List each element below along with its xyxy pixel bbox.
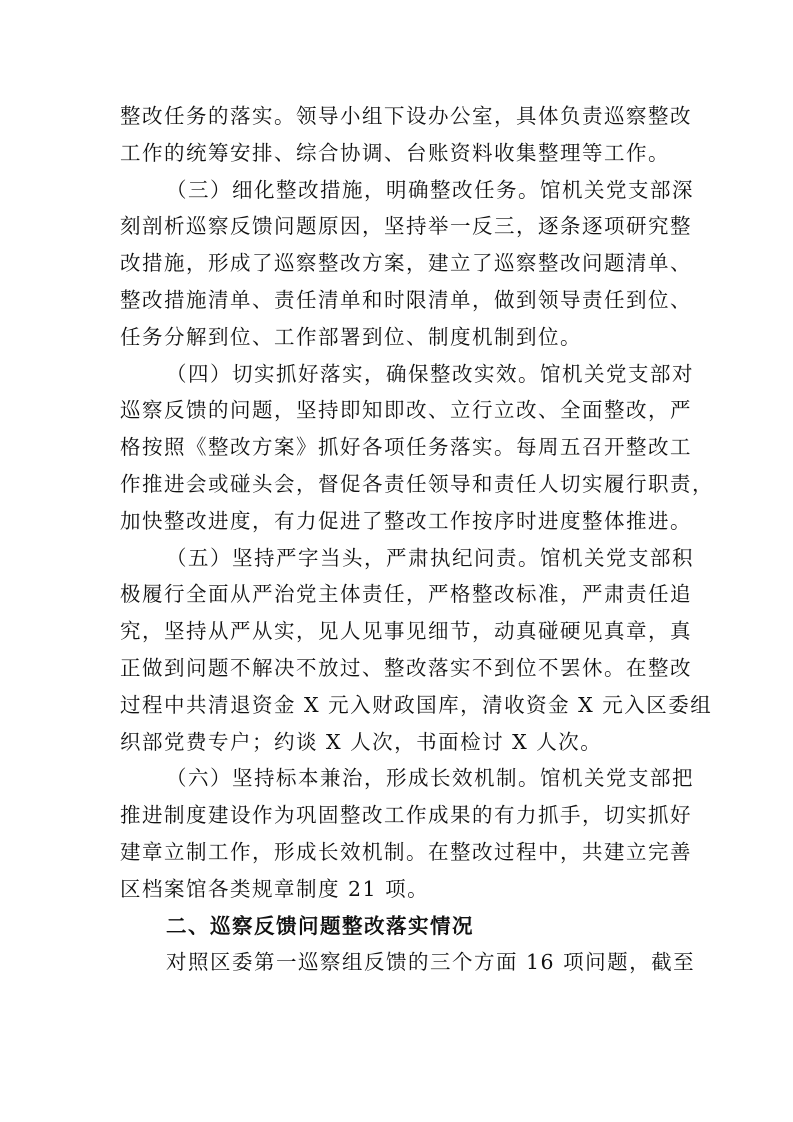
body-line: 作推进会或碰头会，督促各责任领导和责任人切实履行职责， bbox=[120, 471, 714, 496]
body-line: 整改措施清单、责任清单和时限清单，做到领导责任到位、 bbox=[120, 287, 692, 312]
body-line: 对照区委第一巡察组反馈的三个方面 16 项问题，截至 bbox=[166, 950, 696, 975]
body-line: 巡察反馈的问题，坚持即知即改、立行立改、全面整改，严 bbox=[120, 398, 692, 423]
body-line: 刻剖析巡察反馈问题原因，坚持举一反三，逐条逐项研究整 bbox=[120, 214, 692, 239]
body-line: 工作的统筹安排、综合协调、台账资料收集整理等工作。 bbox=[120, 140, 670, 165]
section-six-first-line: （六）坚持标本兼治，形成长效机制。馆机关党支部把 bbox=[166, 766, 694, 791]
section-three-first-line: （三）细化整改措施，明确整改任务。馆机关党支部深 bbox=[166, 177, 694, 202]
body-line: 建章立制工作，形成长效机制。在整改过程中，共建立完善 bbox=[120, 839, 692, 864]
body-line: 织部党费专户；约谈 X 人次，书面检讨 X 人次。 bbox=[120, 729, 603, 754]
body-line: 正做到问题不解决不放过、整改落实不到位不罢休。在整改 bbox=[120, 655, 692, 680]
body-line: 过程中共清退资金 X 元入财政国库，清收资金 X 元入区委组 bbox=[120, 692, 713, 717]
section-four-first-line: （四）切实抓好落实，确保整改实效。馆机关党支部对 bbox=[166, 361, 694, 386]
body-line: 整改任务的落实。领导小组下设办公室，具体负责巡察整改 bbox=[120, 104, 692, 128]
document-body bbox=[120, 98, 714, 981]
body-line: 格按照《整改方案》抓好各项任务落实。每周五召开整改工 bbox=[120, 435, 692, 460]
body-line: 极履行全面从严治党主体责任，严格整改标准，严肃责任追 bbox=[120, 582, 692, 607]
body-line: 加快整改进度，有力促进了整改工作按序时进度整体推进。 bbox=[120, 508, 692, 533]
body-line: 推进制度建设作为巩固整改工作成果的有力抓手，切实抓好 bbox=[120, 803, 692, 828]
section-heading: 二、巡察反馈问题整改落实情况 bbox=[166, 913, 474, 938]
body-line: 究，坚持从严从实，见人见事见细节，动真碰硬见真章，真 bbox=[120, 619, 692, 644]
body-line: 任务分解到位、工作部署到位、制度机制到位。 bbox=[120, 324, 582, 349]
body-line: 改措施，形成了巡察整改方案，建立了巡察整改问题清单、 bbox=[120, 251, 692, 276]
body-line: 区档案馆各类规章制度 21 项。 bbox=[120, 876, 430, 901]
section-five-first-line: （五）坚持严字当头，严肃执纪问责。馆机关党支部积 bbox=[166, 545, 694, 570]
